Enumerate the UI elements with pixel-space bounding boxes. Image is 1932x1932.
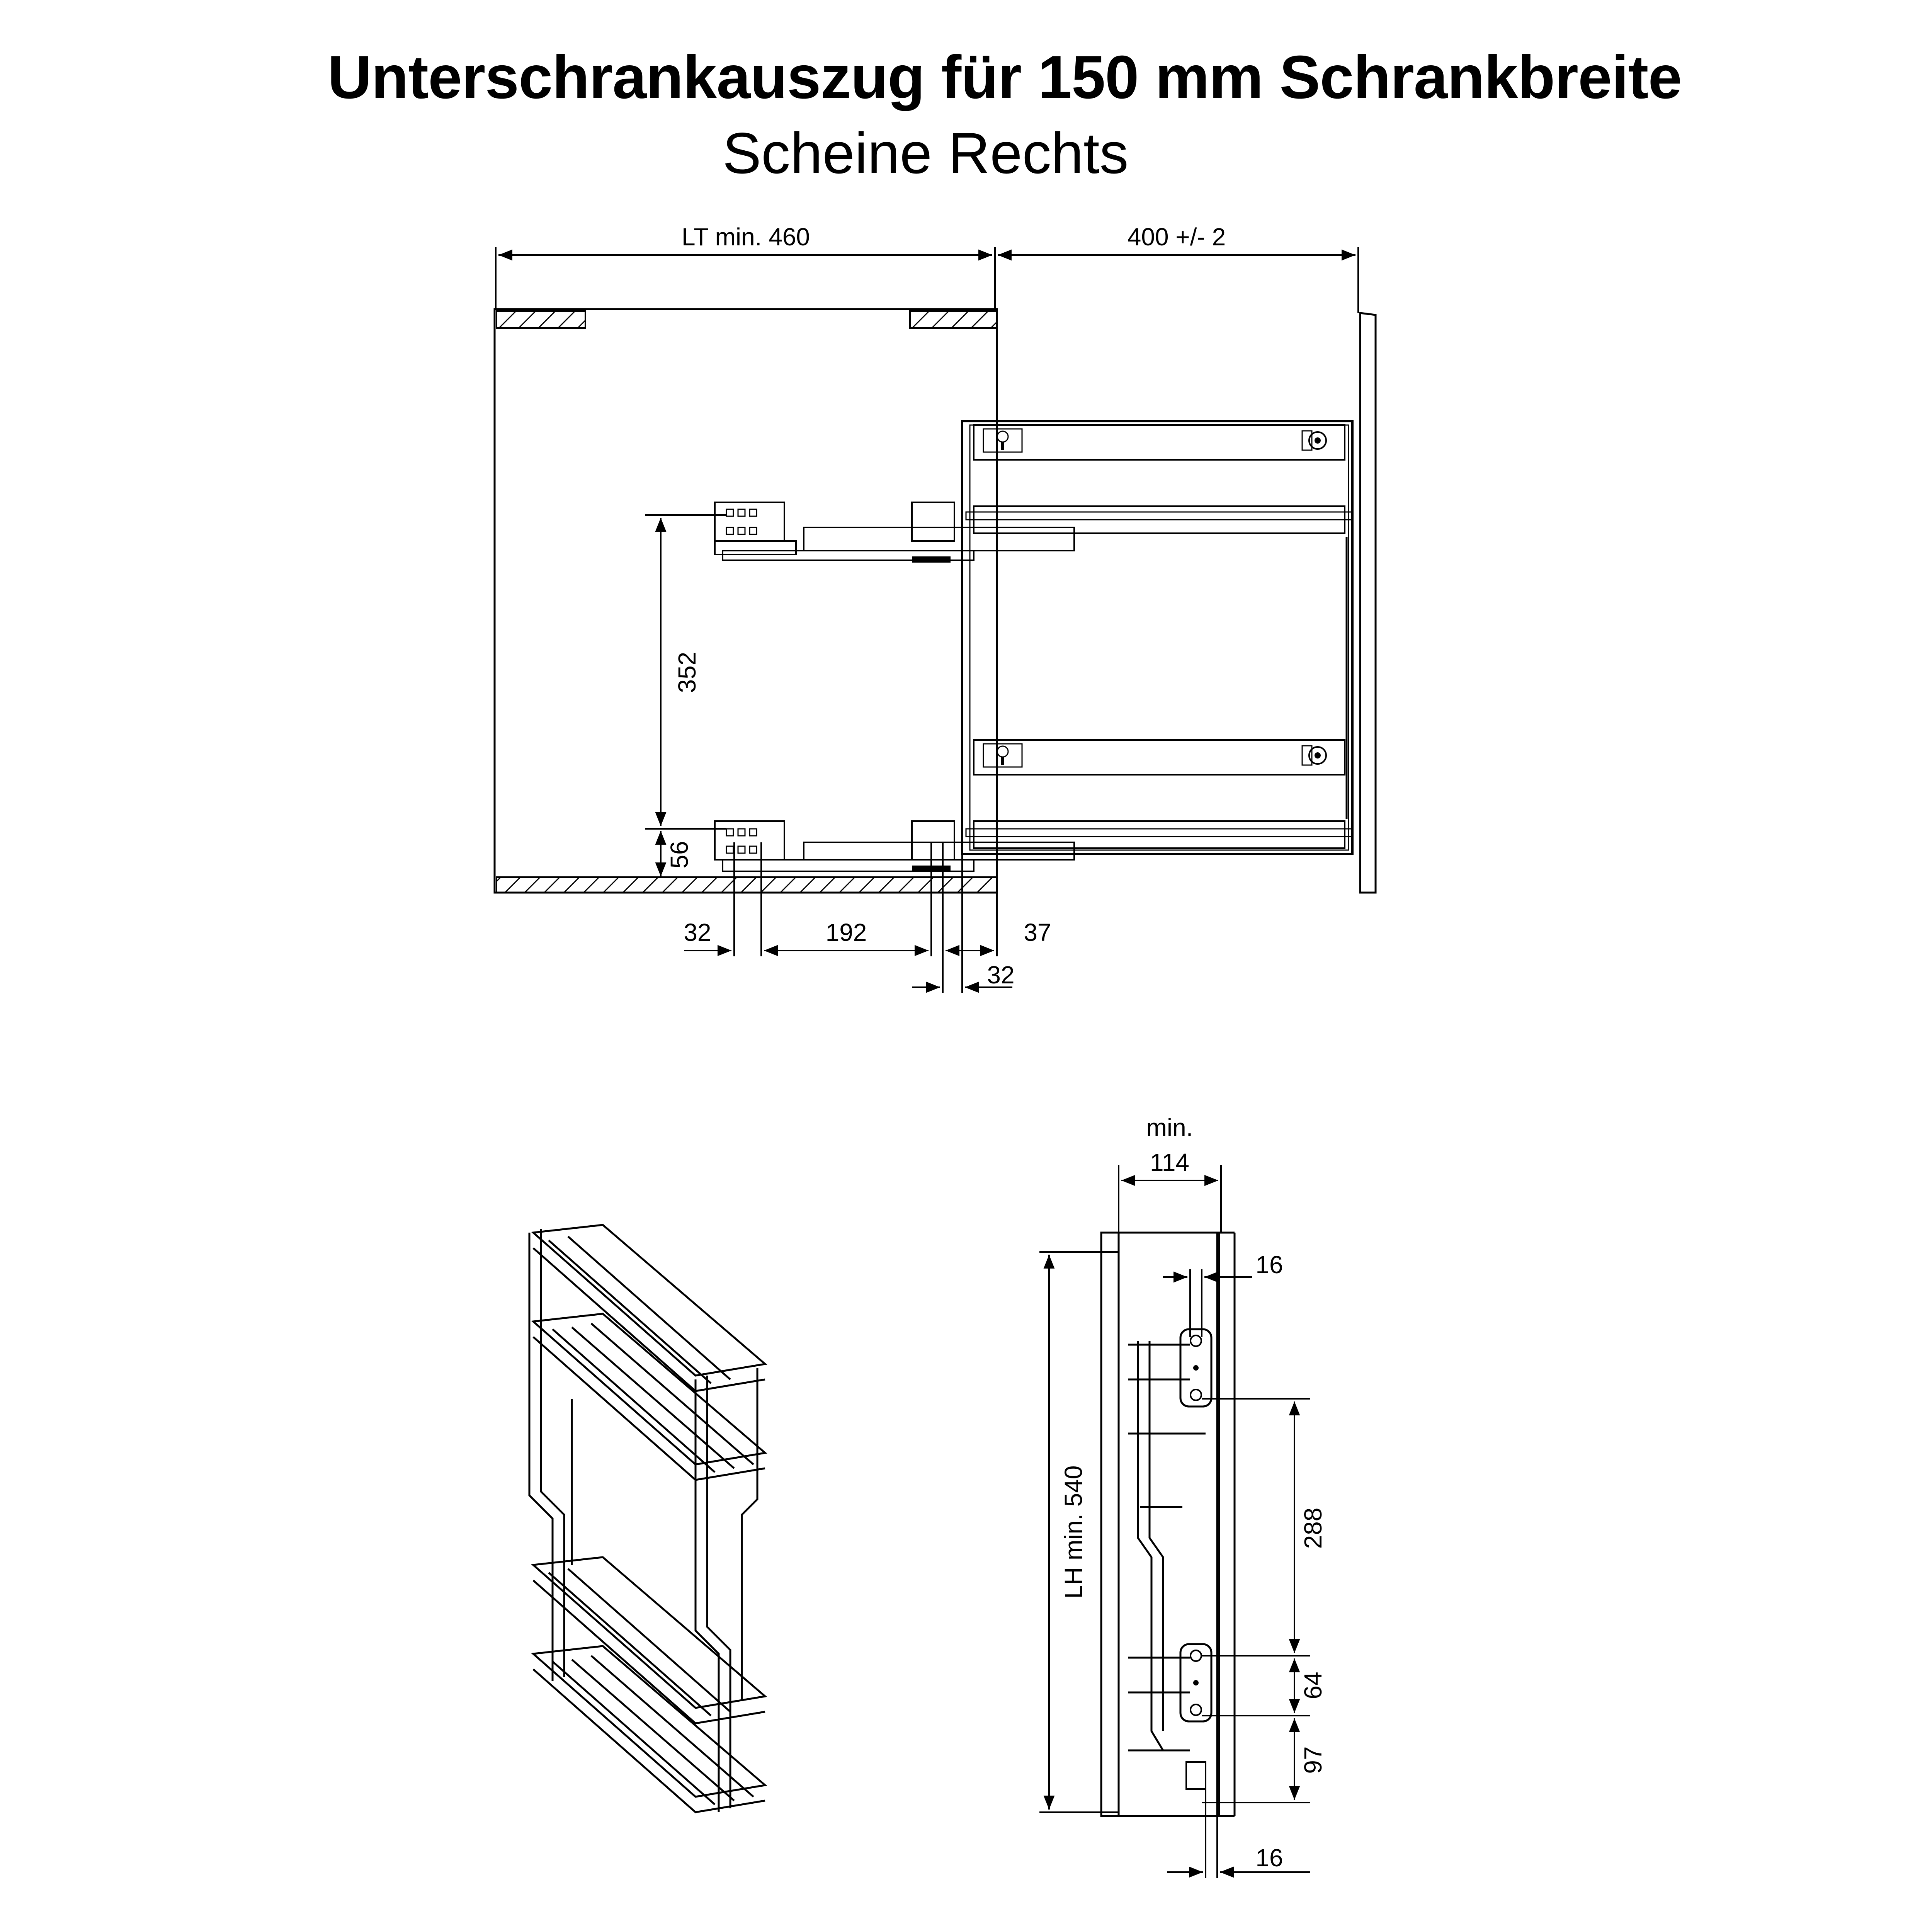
dimension-extension — [998, 223, 1358, 313]
drawing-title: Unterschrankauszug für 150 mm Schrankbreite — [327, 43, 1682, 111]
lower-runner — [715, 821, 1352, 872]
label-front-offset: 32 — [684, 918, 711, 946]
label-bottom-height: 97 — [1299, 1746, 1327, 1774]
label-min: min. — [1146, 1114, 1193, 1141]
runner-end — [1186, 1762, 1206, 1789]
dimension-min-width — [1119, 1114, 1221, 1233]
label-rear-offset: 37 — [1024, 918, 1051, 946]
basket-frame — [962, 421, 1352, 854]
drawing-subtitle: Scheine Rechts — [723, 121, 1129, 185]
lower-fixings — [983, 744, 1326, 767]
label-rail-spacing: 352 — [673, 651, 701, 693]
label-bracket-spacing: 288 — [1299, 1507, 1327, 1549]
dimension-top-side — [1163, 1251, 1283, 1337]
dimension-cabinet-depth — [496, 223, 995, 309]
dimension-bottom-offset — [661, 831, 693, 876]
label-height: LH min. 540 — [1060, 1465, 1087, 1599]
label-rear-offset-2: 32 — [987, 961, 1015, 989]
label-min-width: 114 — [1150, 1148, 1190, 1176]
cabinet-outline — [495, 309, 997, 893]
label-hole-spacing: 192 — [825, 918, 867, 946]
dimension-right-stack — [1202, 1399, 1327, 1803]
label-cabinet-depth: LT min. 460 — [681, 223, 810, 251]
isometric-basket-drawing — [529, 1225, 765, 1812]
label-bottom-side: 16 — [1255, 1844, 1283, 1872]
front-view-basket — [1128, 1341, 1206, 1750]
dimension-rail-spacing — [645, 515, 726, 829]
side-view — [495, 223, 1376, 993]
label-hole-pitch: 64 — [1299, 1672, 1327, 1699]
label-top-side: 16 — [1255, 1251, 1283, 1279]
upper-bracket — [1180, 1329, 1211, 1406]
label-extension: 400 +/- 2 — [1127, 223, 1226, 251]
dimension-height — [1039, 1252, 1119, 1812]
upper-fixings — [983, 429, 1326, 452]
front-panel — [1360, 313, 1376, 893]
label-bottom-offset: 56 — [665, 841, 693, 869]
front-view — [1039, 1114, 1327, 1878]
dimension-bottom-side — [1167, 1762, 1310, 1878]
